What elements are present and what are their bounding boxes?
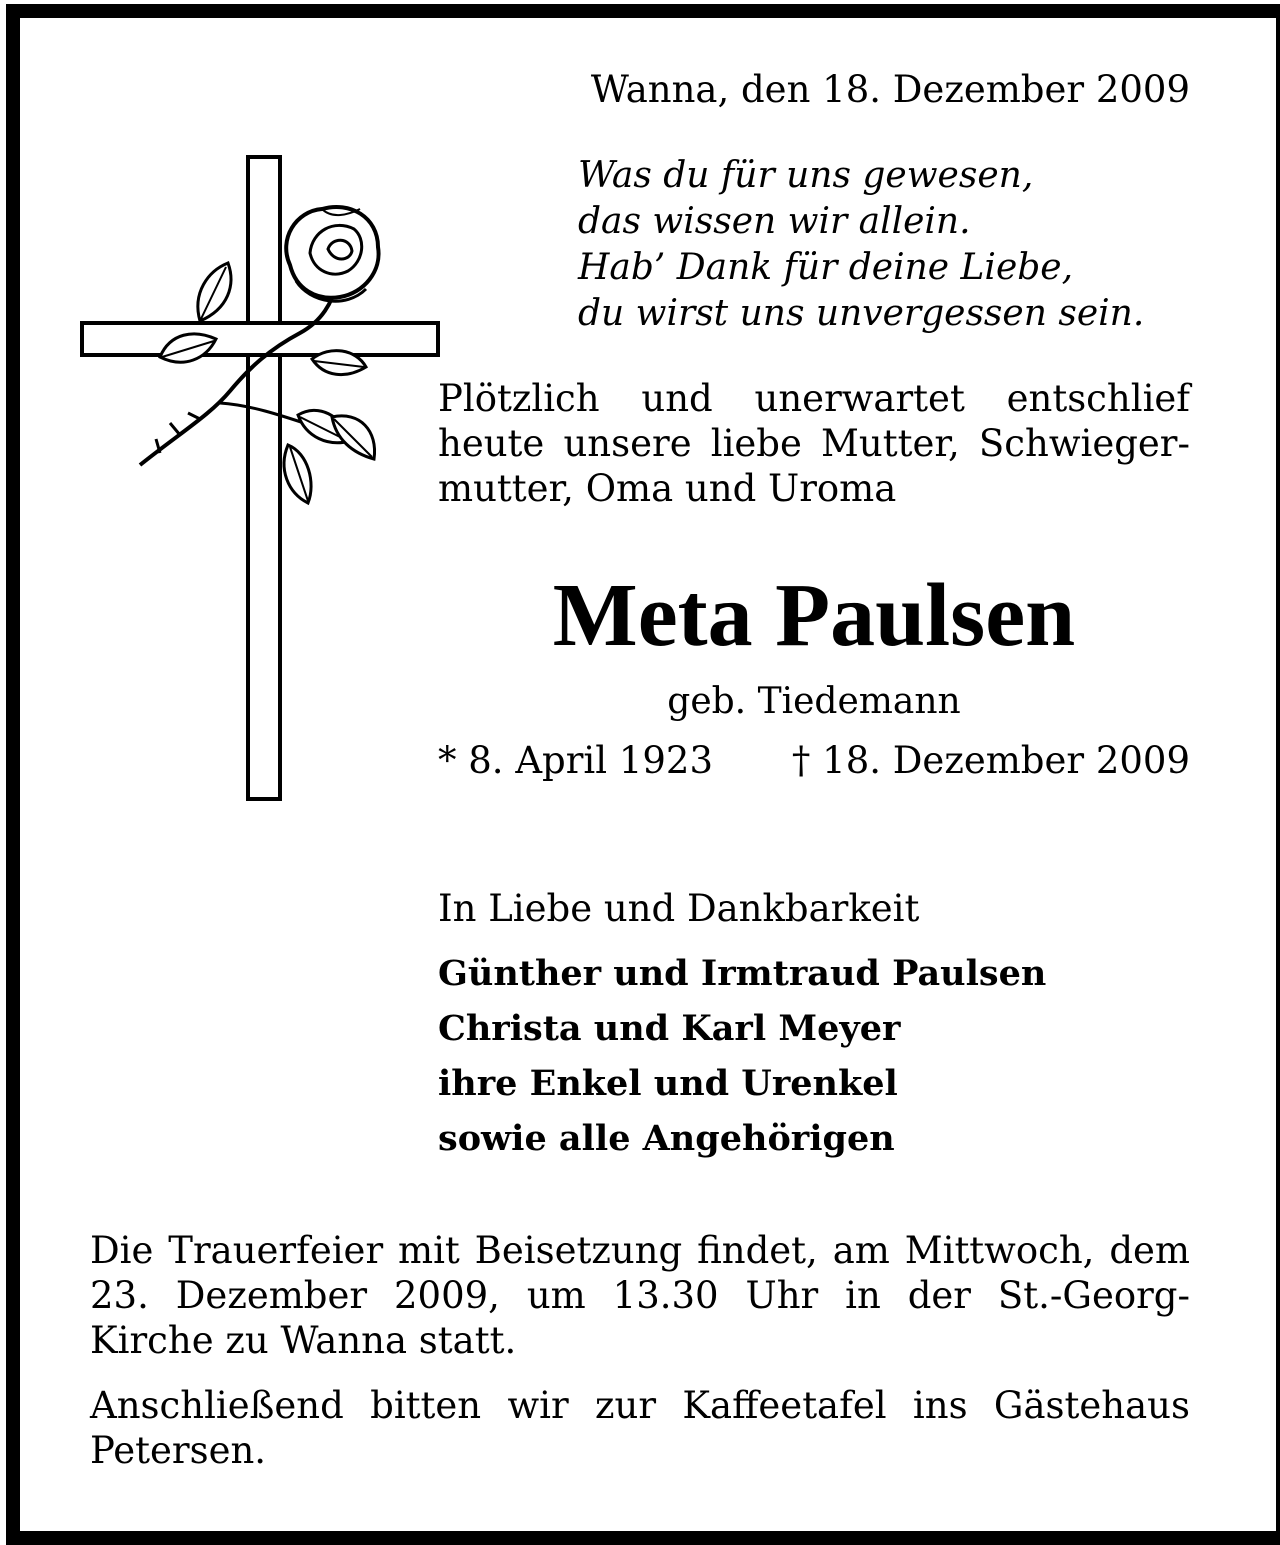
mourner-name: ihre Enkel und Urenkel — [438, 1063, 898, 1104]
mourners-list — [438, 946, 1190, 1166]
poem-line: Hab’ Dank für deine Liebe, — [578, 247, 1074, 288]
birth-date: * 8. April 1923 — [438, 739, 714, 782]
maiden-name: geb. Tiedemann — [667, 681, 961, 722]
mourner-name: Günther und Irmtraud Paulsen — [438, 953, 1047, 994]
poem-line: Was du für uns gewesen, — [578, 155, 1034, 196]
mourner-name: sowie alle Angehörigen — [438, 1118, 895, 1159]
dateline: Wanna, den 18. Dezember 2009 — [590, 68, 1190, 111]
reception-text: Anschließend bitten wir zur Kaffeetafel ins Gästehaus Petersen. — [90, 1384, 1190, 1472]
deceased-name: Meta Paulsen — [552, 566, 1076, 665]
funeral-service-text: Die Trauerfeier mit Beisetzung findet, am Mittwoch, dem 23. Dezember 2009, um 13.30 Uhr in der St.-Georg-Kirche zu Wanna statt. — [90, 1229, 1190, 1362]
poem-line: das wissen wir allein. — [578, 201, 971, 242]
memorial-poem — [578, 153, 1198, 337]
obituary-frame — [6, 4, 1280, 1545]
cross-with-rose-icon — [60, 153, 440, 813]
death-notice-text: Plötzlich und unerwartet entschlief heute unsere liebe Mutter, Schwiegermutter, Oma und Uroma — [438, 377, 1190, 510]
mourner-name: Christa und Karl Meyer — [438, 1008, 901, 1049]
death-date: † 18. Dezember 2009 — [791, 739, 1190, 782]
poem-line: du wirst uns unvergessen sein. — [578, 293, 1145, 334]
closing-phrase: In Liebe und Dankbarkeit — [438, 887, 920, 930]
